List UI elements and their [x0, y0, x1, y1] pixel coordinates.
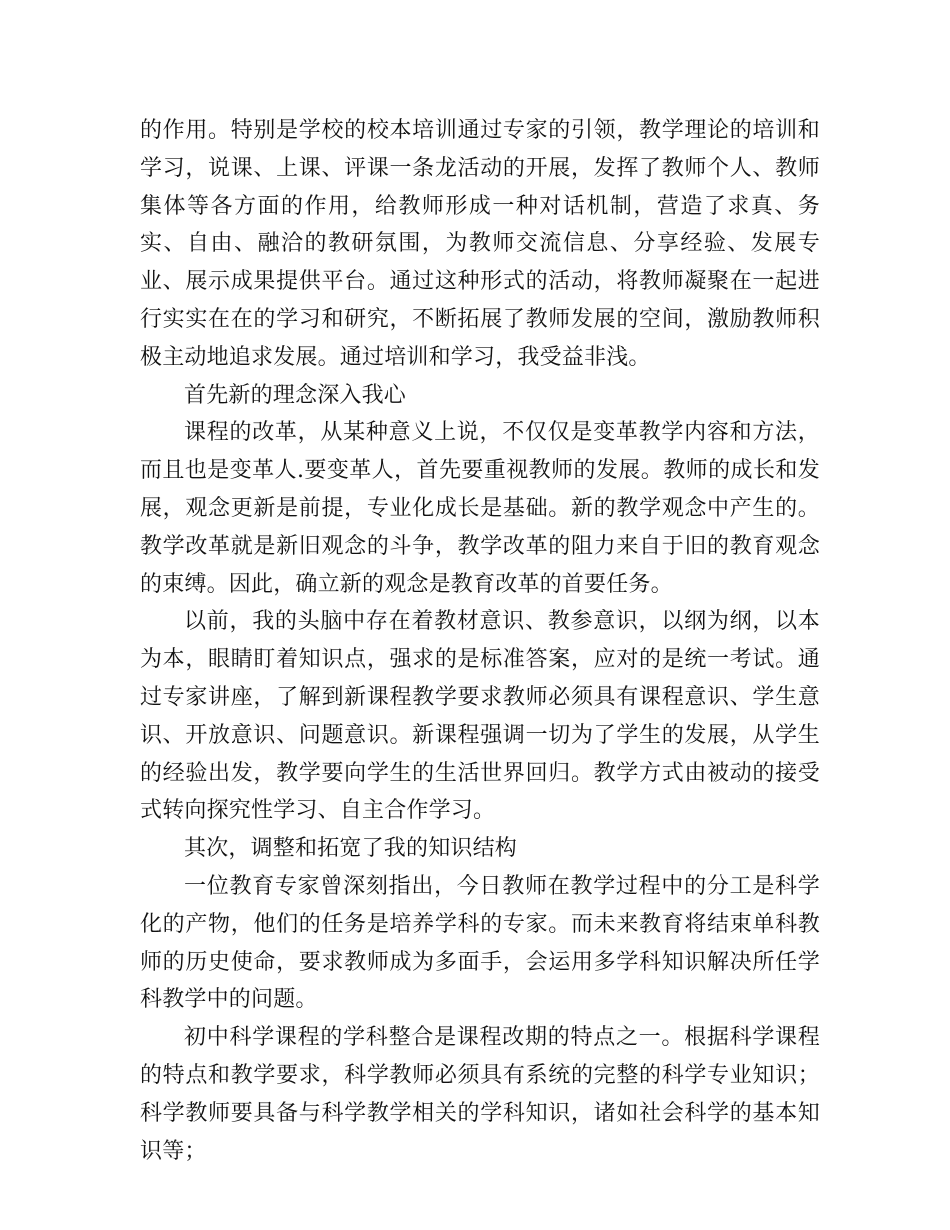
document-body [140, 112, 820, 1170]
section-heading-2: 其次，调整和拓宽了我的知识结构 [184, 836, 518, 862]
paragraph-4: 一位教育专家曾深刻指出，今日教师在教学过程中的分工是科学化的产物，他们的任务是培养学科的专家。而未来教育将结束单科教师的历史使命，要求教师成为多面手，会运用多学科知识解决所任学科教学中的问题。 [140, 873, 820, 1013]
paragraph-3: 以前，我的头脑中存在着教材意识、教参意识，以纲为纲，以本为本，眼睛盯着知识点，强求的是标准答案，应对的是统一考试。通过专家讲座，了解到新课程教学要求教师必须具有课程意识、学生意识、开放意识、问题意识。新课程强调一切为了学生的发展，从学生的经验出发，教学要向学生的生活世界回归。教学方式由被动的接受式转向探究性学习、自主合作学习。 [140, 609, 820, 824]
paragraph-5: 初中科学课程的学科整合是课程改期的特点之一。根据科学课程的特点和教学要求，科学教师必须具有系统的完整的科学专业知识；科学教师要具备与科学教学相关的学科知识，诸如社会科学的基本知识等； [140, 1025, 820, 1164]
section-heading-1: 首先新的理念深入我心 [184, 382, 407, 408]
paragraph-2: 课程的改革，从某种意义上说，不仅仅是变革教学内容和方法，而且也是变革人.要变革人，首先要重视教师的发展。教师的成长和发展，观念更新是前提，专业化成长是基础。新的教学观念中产生的。教学改革就是新旧观念的斗争，教学改革的阻力来自于旧的教育观念的束缚。因此，确立新的观念是教育改革的首要任务。 [140, 420, 820, 597]
paragraph-1: 的作用。特别是学校的校本培训通过专家的引领，教学理论的培训和学习，说课、上课、评课一条龙活动的开展，发挥了教师个人、教师集体等各方面的作用，给教师形成一种对话机制，营造了求真、务实、自由、融洽的教研氛围，为教师交流信息、分享经验、发展专业、展示成果提供平台。通过这种形式的活动，将教师凝聚在一起进行实实在在的学习和研究，不断拓展了教师发展的空间，激励教师积极主动地追求发展。通过培训和学习，我受益非浅。 [140, 118, 820, 370]
